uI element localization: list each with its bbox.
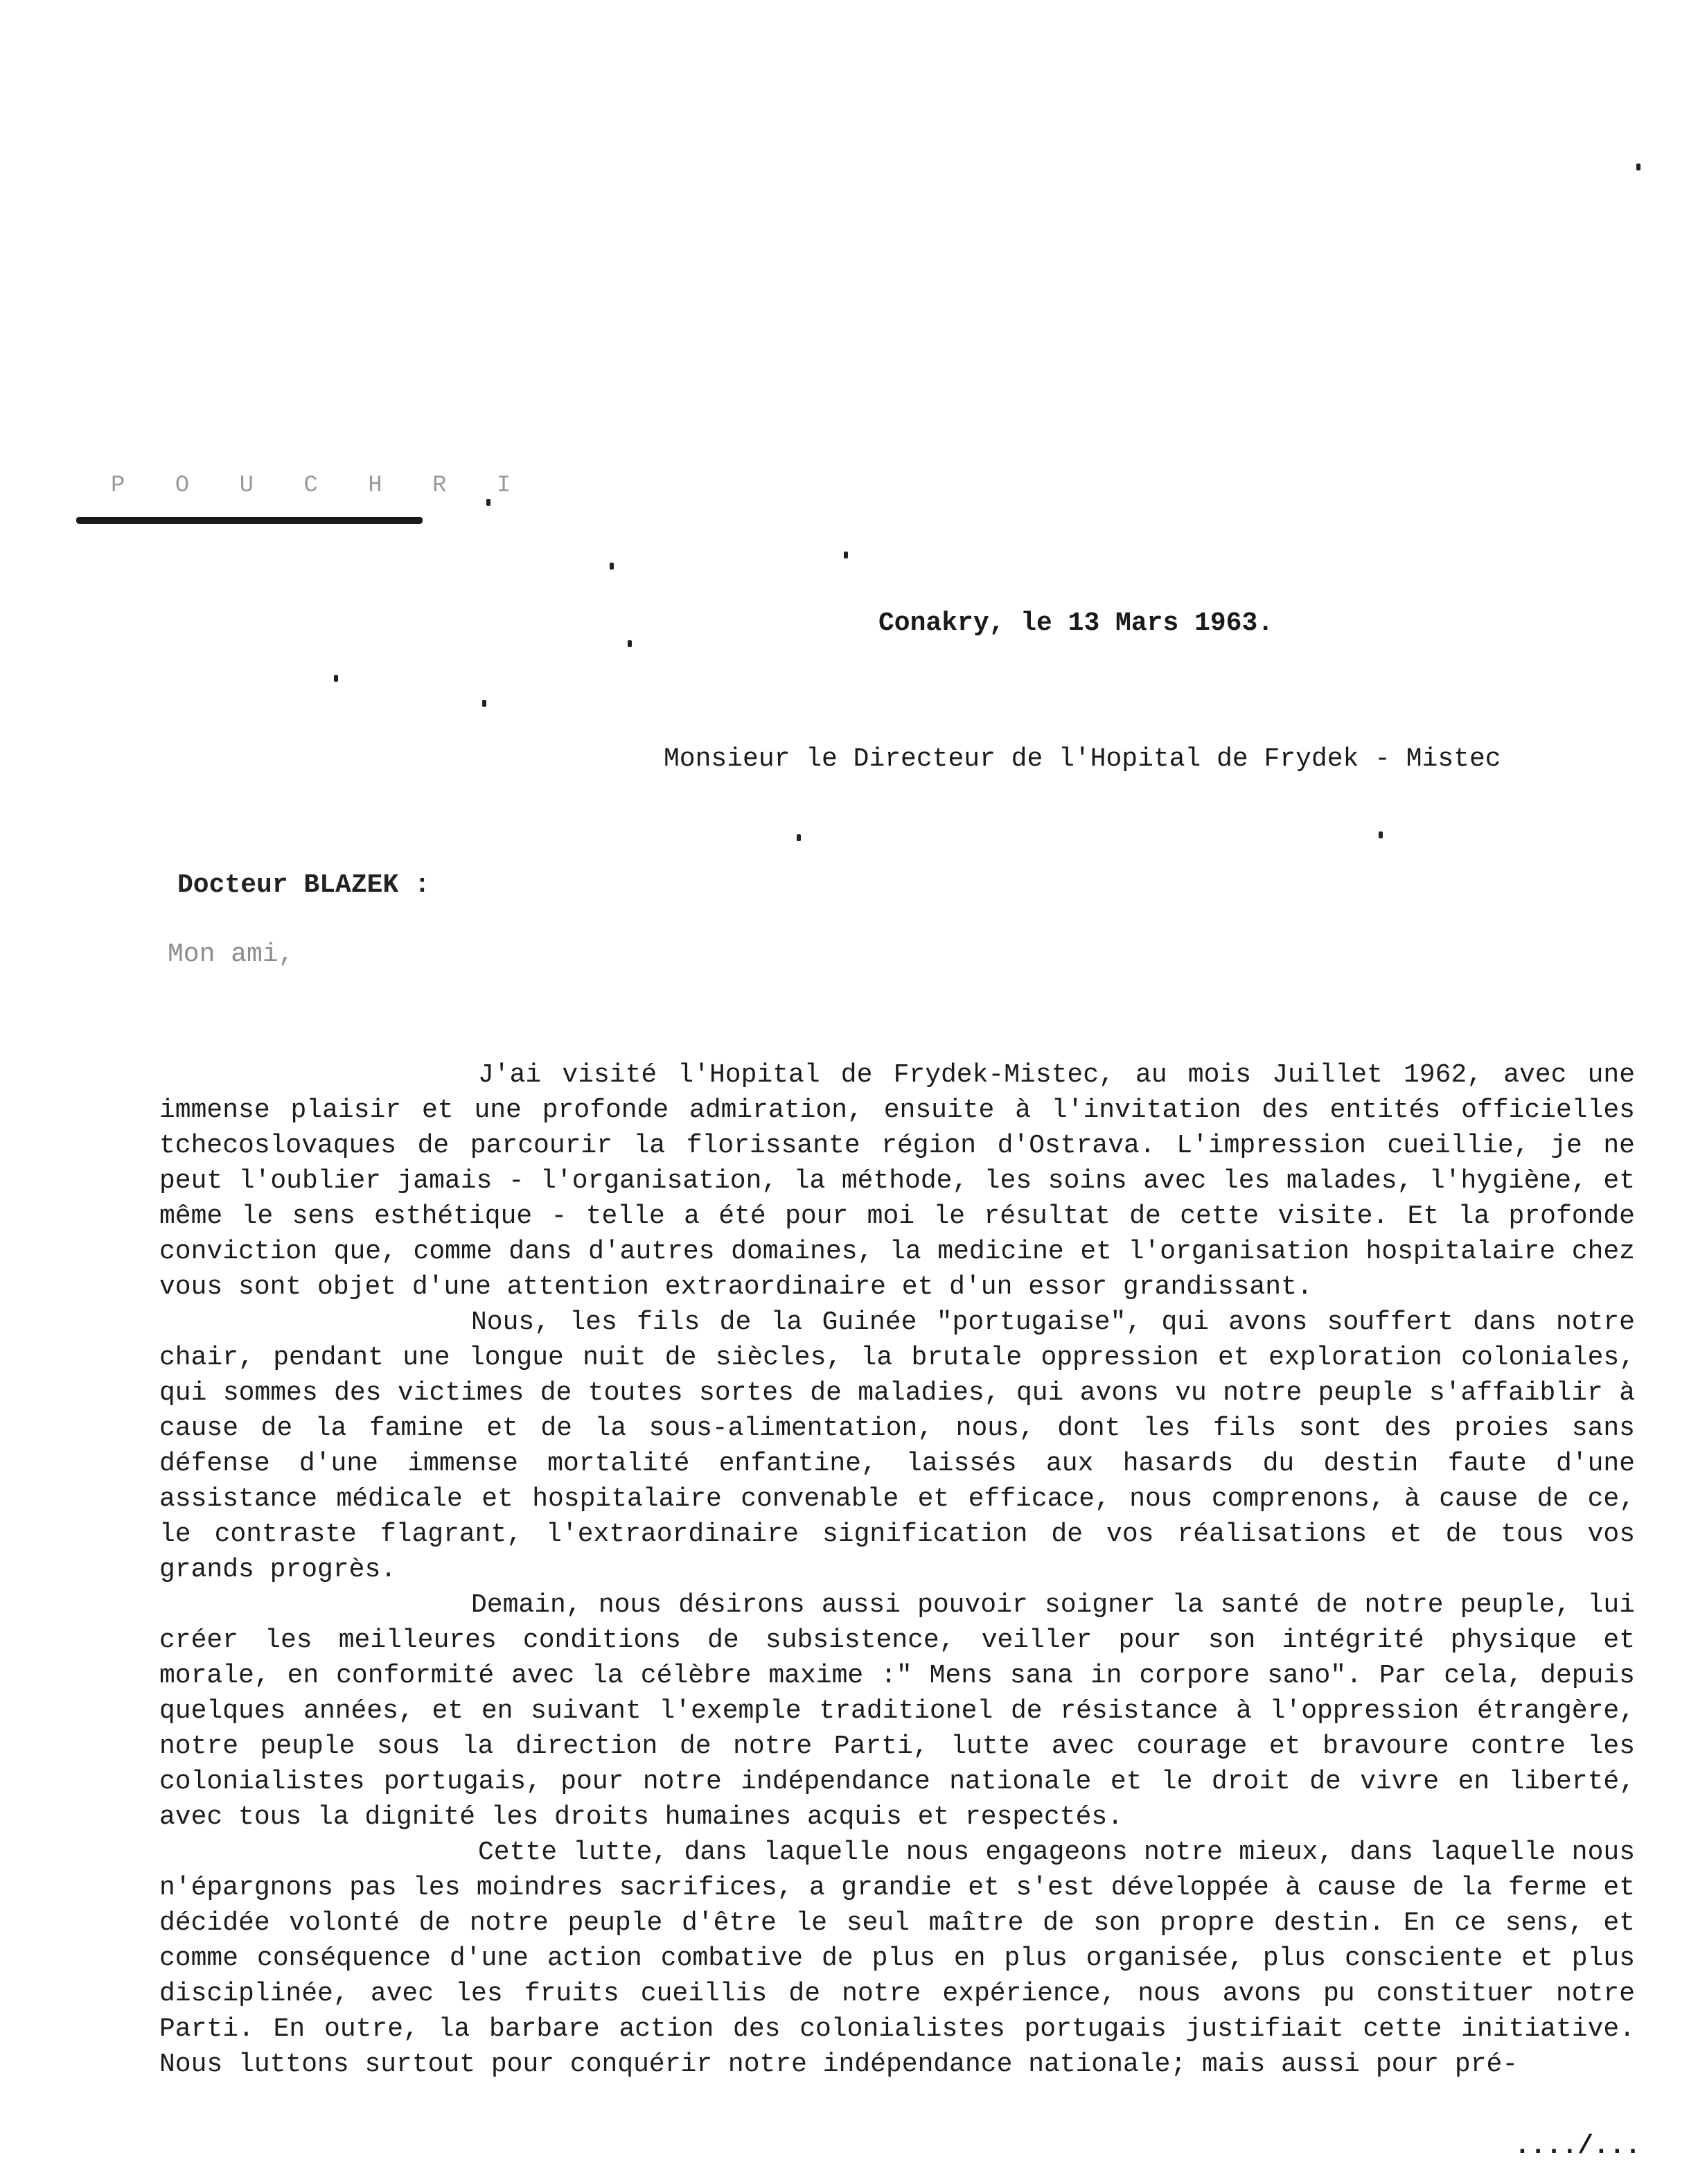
paragraph: Demain, nous désirons aussi pouvoir soigner la santé de notre peuple, lui créer les meilleures conditions de subsistence, veiller pour son intégrité physique et morale, en conformité avec la célèbre maxime :" Mens sana in corpore sano". Par cela, depuis quelques années, et en suivant l'exemple traditionel de résistance à l'oppression étrangère, notre peuple sous la direction de notre Parti, lutte avec courage et bravoure contre les colonialistes portugais, pour notre indépendance nationale et le droit de vivre en liberté, avec tous la dignité les droits humaines acquis et respectés. xyxy=(159,1590,1635,1832)
paragraph: Cette lutte, dans laquelle nous engageons notre mieux, dans laquelle nous n'épargnons pas les moindres sacrifices, a grandie et s'est développée à cause de la ferme et décidée volonté de notre peuple d'être le seul maître de son propre destin. En ce sens, et comme conséquence d'une action combative de plus en plus organisée, plus consciente et plus disciplinée, avec les fruits cueillis de notre expérience, nous avons pu constituer notre Parti. En outre, la barbare action des colonialistes portugais justifiait cette initiative. Nous luttons surtout pour conquérir notre indépendance nationale; mais aussi pour pré- xyxy=(159,1838,1635,2079)
ink-speck xyxy=(334,675,338,682)
letterhead-rule xyxy=(76,517,423,524)
ink-speck xyxy=(1636,164,1640,170)
ink-speck xyxy=(486,499,490,506)
dateline: Conakry, le 13 Mars 1963. xyxy=(878,608,1274,638)
ink-speck xyxy=(482,700,486,707)
paragraph: Nous, les fils de la Guinée "portugaise", qui avons souffert dans notre chair, pendant une longue nuit de siècles, la brutale oppression et exploration coloniales, qui sommes des victimes de toutes sortes de maladies, qui avons vu notre peuple s'affaiblir à cause de la famine et de la sous-alimentation, nous, dont les fils sont des proies sans défense d'une immense mortalité enfantine, laissés aux hasards du destin faute d'une assistance médicale et hospitalaire convenable et efficace, nous comprenons, à cause de ce, le contraste flagrant, l'extraordinaire signification de vos réalisations et de tous vos grands progrès. xyxy=(159,1307,1635,1585)
paragraph: J'ai visité l'Hopital de Frydek-Mistec, au mois Juillet 1962, avec une immense plaisir et une profonde admiration, ensuite à l'invitation des entités officielles tchecoslovaques de parcourir la florissante région d'Ostrava. L'impression cueillie, je ne peut l'oublier jamais - l'organisation, la méthode, les soins avec les malades, l'hygiène, et même le sens esthétique - telle a été pour moi le résultat de cette visite. Et la profonde conviction que, comme dans d'autres domaines, la medicine et l'organisation hospitalaire chez vous sont objet d'une attention extraordinaire et d'un essor grandissant. xyxy=(159,1060,1635,1302)
ink-speck xyxy=(610,563,614,570)
ink-speck xyxy=(797,834,801,841)
ink-speck xyxy=(844,552,848,558)
page-continuation-mark: ..../... xyxy=(1514,2131,1641,2161)
salutation-greeting: Mon ami, xyxy=(168,940,294,969)
letterhead-faint-letters: P O U C H R I xyxy=(111,473,529,499)
ink-speck xyxy=(628,640,632,647)
addressee: Monsieur le Directeur de l'Hopital de Frydek - Mistec xyxy=(664,744,1501,774)
ink-speck xyxy=(1379,831,1383,838)
letter-body xyxy=(159,1057,1635,2082)
salutation-name: Docteur BLAZEK : xyxy=(177,870,430,900)
